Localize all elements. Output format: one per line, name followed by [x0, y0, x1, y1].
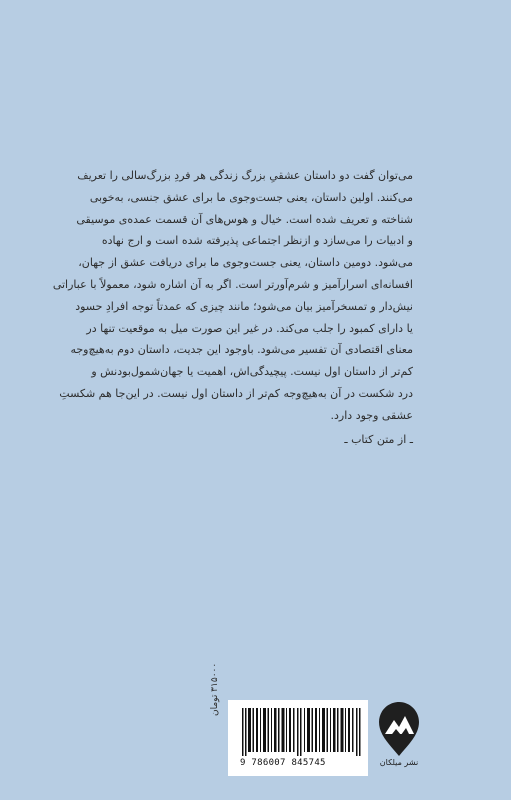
blurb-line: کم‌تر از داستان اول نیست. پیچیدگی‌اش، اهمیت یا جهان‌شمول‌بودنش و: [91, 365, 413, 379]
blurb-line: معنای اقتصادی آن تفسیر می‌شود. باوجود این جدیت، داستان دوم به‌هیچ‌وجه: [70, 343, 413, 357]
barcode-bars: [242, 708, 362, 756]
publisher-logo: [377, 700, 421, 770]
blurb-line: می‌شود. دومین داستان، یعنی جست‌وجوی ما برای دریافت عشق از جهان،: [78, 256, 413, 270]
blurb-line: افسانه‌ای اسرارآمیز و شرم‌آورتر است. اگر به آن اشاره شود، معمولاً با عباراتی: [52, 277, 413, 291]
barcode: [228, 700, 368, 776]
blurb-text: [52, 165, 413, 427]
blurb-line: درد شکست در آن به‌هیچ‌وجه کم‌تر از داستان اول نیست. در این‌جا هم شکستِ: [59, 386, 413, 400]
blurb-line: یا دارای کمبود را جلب می‌کند. در غیر این صورت میل به موقعیت تنها در: [86, 321, 413, 335]
blurb-line: نیش‌دار و تمسخرآمیز بیان می‌شود؛ مانند چیزی که عمدتاً توجه افرادِ حسود: [75, 299, 413, 313]
blurb-line: می‌کنند. اولین داستان، یعنی جست‌وجوی ما برای عشق جنسی، به‌خوبی: [89, 190, 413, 204]
publisher-name: نشر میلکان: [379, 758, 419, 767]
blurb-line: و ادبیات را می‌سازد و ازنظر اجتماعی پذیرفته شده است و ارج نهاده: [101, 234, 413, 248]
blurb-line: می‌توان گفت دو داستان عشقیِ بزرگ زندگی هر فردِ بزرگ‌سالی را تعریف: [77, 169, 413, 182]
blurb-line: عشقی وجود دارد.: [330, 408, 413, 422]
source-attribution: ـ از متن کتاب ـ: [344, 433, 413, 446]
price-label: ۳۱۵۰۰۰ تومان: [210, 662, 220, 716]
mountain-icon: [377, 700, 421, 758]
isbn-number: 9 786007 845745: [240, 758, 326, 768]
blurb-line: شناخته و تعریف شده است. خیال و هوس‌های آن قسمت عمده‌ی موسیقی: [76, 212, 413, 226]
